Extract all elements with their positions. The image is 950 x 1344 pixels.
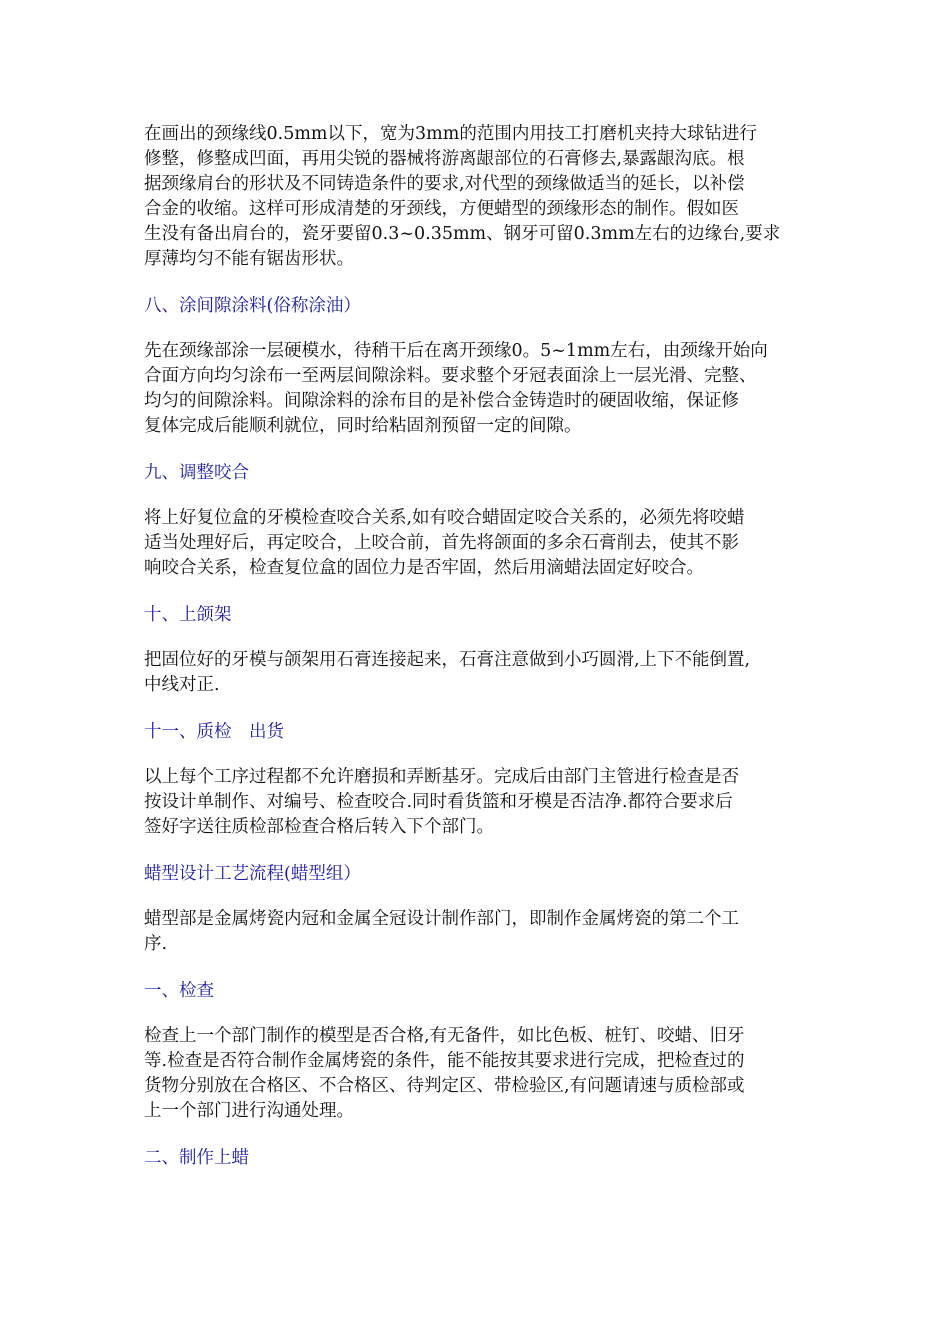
paragraph-line: 响咬合关系，检查复位盒的固位力是否牢固，然后用滴蜡法固定好咬合。 [144,558,704,578]
spacer [144,1124,824,1146]
section-heading: 八、涂间隙涂料(俗称涂油） [144,296,361,316]
paragraph-line: 等.检查是否符合制作金属烤瓷的条件，能不能按其要求进行完成，把检查过的 [144,1051,745,1071]
section-heading: 九、调整咬合 [144,463,249,483]
paragraph-line: 上一个部门进行沟通处理。 [144,1101,354,1121]
paragraph-line: 将上好复位盒的牙模检查咬合关系,如有咬合蜡固定咬合关系的，必须先将咬蜡 [144,508,745,528]
paragraph-line: 生没有备出肩台的，瓷牙要留0.3~0.35mm、钢牙可留0.3mm左右的边缘台,要求 [144,224,781,244]
body-paragraph [144,122,824,272]
body-paragraph [144,506,824,581]
section-heading: 蜡型设计工艺流程(蜡型组） [144,864,361,884]
paragraph-line: 签好字送往质检部检查合格后转入下个部门。 [144,817,494,837]
paragraph-line: 检查上一个部门制作的模型是否合格,有无备件，如比色板、桩钉、咬蜡、旧牙 [144,1026,745,1046]
body-paragraph [144,1024,824,1124]
section-heading: 二、制作上蜡 [144,1148,249,1168]
body-paragraph [144,339,824,439]
spacer [144,581,824,603]
body-paragraph [144,648,824,698]
spacer [144,887,824,907]
paragraph-line: 按设计单制作、对编号、检查咬合.同时看货篮和牙模是否洁净.都符合要求后 [144,792,733,812]
body-paragraph [144,907,824,957]
section-heading: 十一、质检 出货 [144,722,284,742]
paragraph-line: 货物分别放在合格区、不合格区、待判定区、带检验区,有问题请速与质检部或 [144,1076,745,1096]
paragraph-line: 合金的收缩。这样可形成清楚的牙颈线，方便蜡型的颈缘形态的制作。假如医 [144,199,739,219]
spacer [144,698,824,720]
paragraph-line: 中线对正. [144,675,220,695]
spacer [144,319,824,339]
paragraph-line: 蜡型部是金属烤瓷内冠和金属全冠设计制作部门，即制作金属烤瓷的第二个工 [144,909,739,929]
paragraph-line: 均匀的间隙涂料。间隙涂料的涂布目的是补偿合金铸造时的硬固收缩，保证修 [144,391,739,411]
paragraph-line: 先在颈缘部涂一层硬模水，待稍干后在离开颈缘0。5~1mm左右，由颈缘开始向 [144,341,768,361]
paragraph-line: 序. [144,934,168,954]
paragraph-line: 修整，修整成凹面，再用尖锐的器械将游离龈部位的石膏修去,暴露龈沟底。根 [144,149,745,169]
paragraph-line: 复体完成后能顺利就位，同时给粘固剂预留一定的间隙。 [144,416,582,436]
spacer [144,957,824,979]
spacer [144,439,824,461]
spacer [144,486,824,506]
body-paragraph [144,765,824,840]
paragraph-line: 厚薄均匀不能有锯齿形状。 [144,249,354,269]
paragraph-line: 据颈缘肩台的形状及不同铸造条件的要求,对代型的颈缘做适当的延长，以补偿 [144,174,745,194]
document-page [144,122,824,1171]
spacer [144,1004,824,1024]
section-heading: 一、检查 [144,981,214,1001]
paragraph-line: 合面方向均匀涂布一至两层间隙涂料。要求整个牙冠表面涂上一层光滑、完整、 [144,366,757,386]
paragraph-line: 适当处理好后，再定咬合，上咬合前，首先将颌面的多余石膏削去，使其不影 [144,533,739,553]
spacer [144,272,824,294]
spacer [144,745,824,765]
paragraph-line: 把固位好的牙模与颌架用石膏连接起来，石膏注意做到小巧圆滑,上下不能倒置, [144,650,751,670]
spacer [144,628,824,648]
paragraph-line: 在画出的颈缘线0.5mm以下，宽为3mm的范围内用技工打磨机夹持大球钻进行 [144,124,757,144]
spacer [144,840,824,862]
paragraph-line: 以上每个工序过程都不允许磨损和弄断基牙。完成后由部门主管进行检查是否 [144,767,739,787]
section-heading: 十、上颌架 [144,605,232,625]
